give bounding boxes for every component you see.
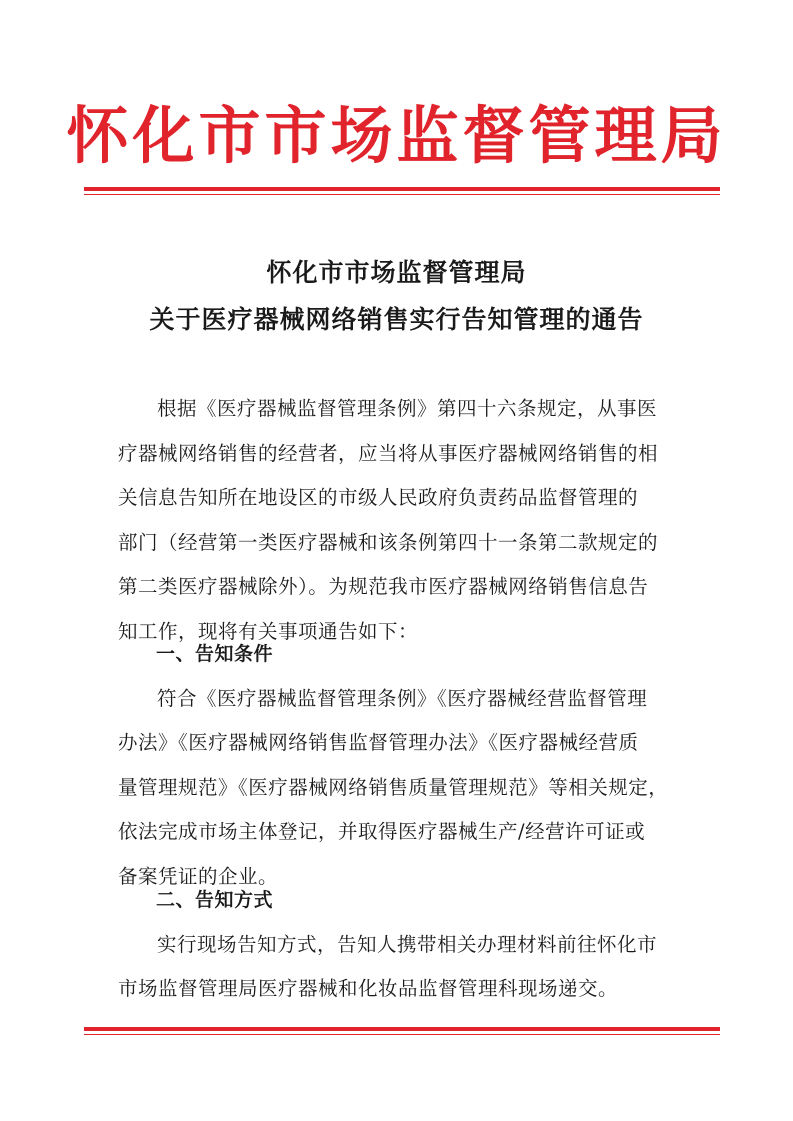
section-1-line: 量管理规范》《医疗器械网络销售质量管理规范》等相关规定， bbox=[118, 775, 669, 799]
intro-line: 第二类医疗器械除外）。为规范我市医疗器械网络销售信息告 bbox=[118, 575, 649, 598]
section-2-line: 市场监督管理局医疗器械和化妆品监督管理科现场递交。 bbox=[118, 977, 619, 1000]
section-1-line: 依法完成市场主体登记，并取得医疗器械生产/经营许可证或 bbox=[118, 820, 646, 843]
intro-line: 部门（经营第一类医疗器械和该条例第四十一条第二款规定的 bbox=[118, 530, 659, 554]
masthead-title: 怀化市市场监督管理局 bbox=[66, 99, 727, 172]
section-1 bbox=[118, 632, 698, 899]
section-2-line: 实行现场告知方式，告知人携带相关办理材料前往怀化市 bbox=[157, 932, 658, 956]
notice-title-line2: 关于医疗器械网络销售实行告知管理的通告 bbox=[149, 305, 644, 334]
section-1-heading: 一、告知条件 bbox=[156, 643, 274, 665]
masthead-rule-thin bbox=[84, 194, 720, 195]
intro-line: 根据《医疗器械监督管理条例》第四十六条规定，从事医 bbox=[157, 397, 658, 420]
intro-line: 关信息告知所在地设区的市级人民政府负责药品监督管理的 bbox=[118, 486, 639, 509]
notice-title-line1: 怀化市市场监督管理局 bbox=[266, 258, 527, 287]
section-1-line: 备案凭证的企业。 bbox=[118, 864, 279, 888]
section-2 bbox=[118, 878, 698, 1012]
masthead-rule-thick bbox=[84, 187, 720, 191]
footer-rule-thin bbox=[84, 1034, 720, 1035]
section-1-line: 办法》《医疗器械网络销售监督管理办法》《医疗器械经营质 bbox=[118, 731, 639, 754]
intro-paragraph bbox=[118, 387, 698, 654]
intro-line: 疗器械网络销售的经营者，应当将从事医疗器械网络销售的相 bbox=[118, 441, 659, 465]
intro-line: 知工作，现将有关事项通告如下： bbox=[118, 619, 419, 643]
footer-rule-thick bbox=[84, 1027, 720, 1031]
section-2-heading: 二、告知方式 bbox=[156, 889, 274, 911]
section-1-line: 符合《医疗器械监督管理条例》《医疗器械经营监督管理 bbox=[157, 686, 648, 710]
